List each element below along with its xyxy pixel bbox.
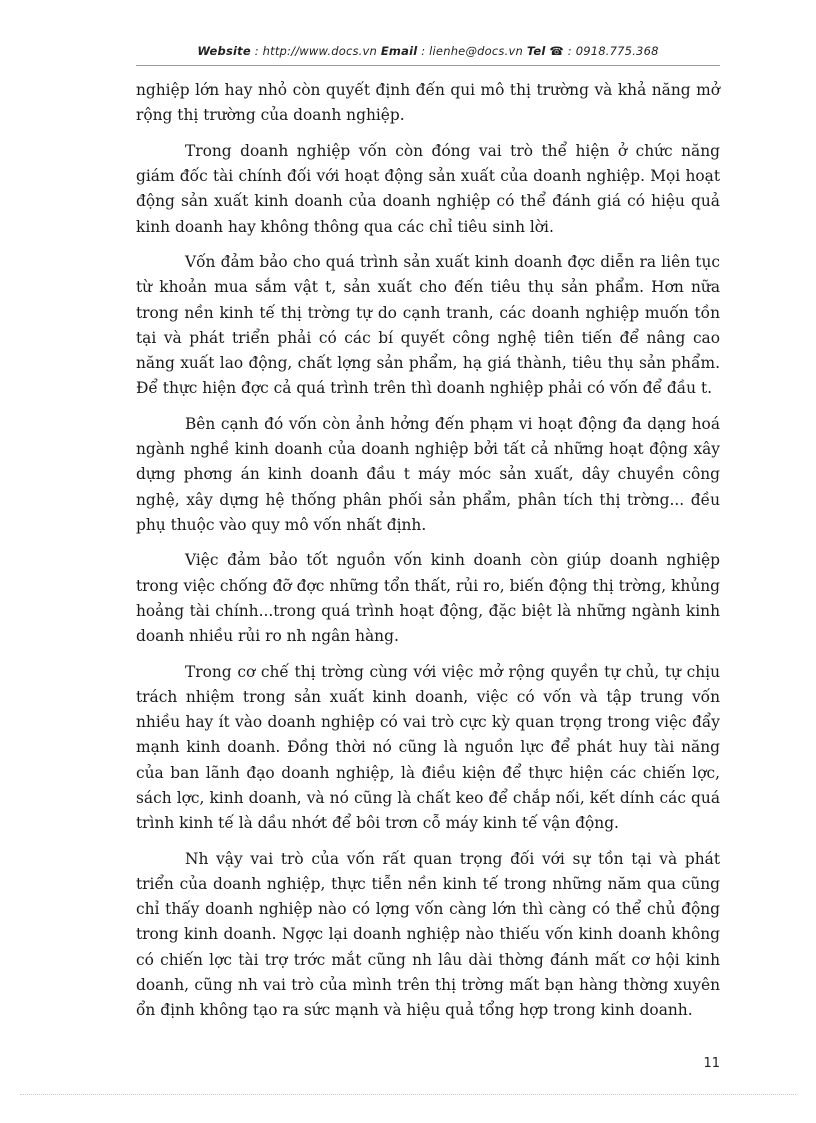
document-body <box>136 78 720 1034</box>
paragraph-6: Trong cơ chế thị trờng cùng với việc mở rộng quyền tự chủ, tự chịu trách nhiệm trong sản xuất kinh doanh, việc có vốn và tập trung vốn nhiều hay ít vào doanh nghiệp có vai trò cực kỳ quan trọng trong việc đẩy mạnh kinh doanh. Đồng thời nó cũng là nguồn lực để phát huy tài năng của ban lãnh đạo doanh nghiệp, là điều kiện để thực hiện các chiến lợc, sách lợc, kinh doanh, và nó cũng là chất keo để chắp nối, kết dính các quá trình kinh tế là dầu nhớt để bôi trơn cỗ máy kinh tế vận động. <box>136 662 720 832</box>
paragraph-3: Vốn đảm bảo cho quá trình sản xuất kinh doanh đợc diễn ra liên tục từ khoản mua sắm vật t, sản xuất cho đến tiêu thụ sản phẩm. Hơn nữa trong nền kinh tế thị trờng tự do cạnh tranh, các doanh nghiệp muốn tồn tại và phát triển phải có các bí quyết công nghệ tiên tiến để nâng cao năng xuất lao động, chất lợng sản phẩm, hạ giá thành, tiêu thụ sản phẩm. Để thực hiện đợc cả quá trình trên thì doanh nghiệp phải có vốn để đầu t. <box>136 253 720 398</box>
paragraph-5: Việc đảm bảo tốt nguồn vốn kinh doanh còn giúp doanh nghiệp trong việc chống đỡ đợc những tổn thất, rủi ro, biến động thị trờng, khủng hoảng tài chính...trong quá trình hoạt động, đặc biệt là những ngành kinh doanh nhiều rủi ro nh ngân hàng. <box>136 551 720 646</box>
header-divider <box>136 65 720 66</box>
paragraph-4: Bên cạnh đó vốn còn ảnh hởng đến phạm vi hoạt động đa dạng hoá ngành nghề kinh doanh của doanh nghiệp bởi tất cả những hoạt động xây dựng phơng án kinh doanh đầu t máy móc sản xuất, dây chuyền công nghệ, xây dựng hệ thống phân phối sản phẩm, phân tích thị trờng... đều phụ thuộc vào quy mô vốn nhất định. <box>136 414 720 534</box>
page-number: 11 <box>703 1056 720 1071</box>
tel-label: Tel <box>526 44 546 58</box>
email-label: Email <box>380 44 418 58</box>
paragraph-1: nghiệp lớn hay nhỏ còn quyết định đến qui mô thị trường và khả năng mở rộng thị trường của doanh nghiệp. <box>136 81 720 125</box>
page-header <box>136 44 720 58</box>
phone-icon: ☎ <box>549 44 564 58</box>
paragraph-2: Trong doanh nghiệp vốn còn đóng vai trò thể hiện ở chức năng giám đốc tài chính đối với hoạt động sản xuất của doanh nghiệp. Mọi hoạt động sản xuất kinh doanh của doanh nghiệp có thể đánh giá có hiệu quả kinh doanh hay không thông qua các chỉ tiêu sinh lời. <box>136 141 720 236</box>
paragraph-7: Nh vậy vai trò của vốn rất quan trọng đối với sự tồn tại và phát triển của doanh nghiệp, thực tiễn nền kinh tế trong những năm qua cũng chỉ thấy doanh nghiệp nào có lợng vốn càng lớn thì càng có thể chủ động trong kinh doanh. Ngợc lại doanh nghiệp nào thiếu vốn kinh doanh không có chiến lợc tài trợ trớc mắt cũng nh lâu dài thờng đánh mất cơ hội kinh doanh, cũng nh vai trò của mình trên thị trờng mất bạn hàng thờng xuyên ổn định không tạo ra sức mạnh và hiệu quả tổng hợp trong kinh doanh. <box>136 849 720 1019</box>
tel-value: : 0918.775.368 <box>563 44 659 58</box>
footer-divider <box>20 1094 796 1095</box>
website-value: : http://www.docs.vn <box>250 44 381 58</box>
email-value: : lienhe@docs.vn <box>417 44 527 58</box>
website-label: Website <box>197 44 251 58</box>
